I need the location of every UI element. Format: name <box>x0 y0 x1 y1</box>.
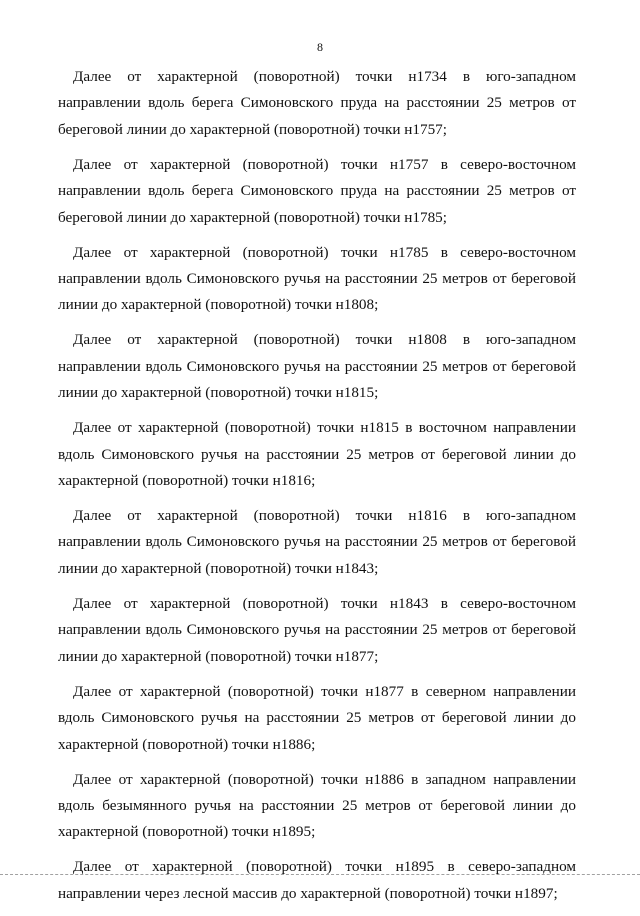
paragraph: Далее от характерной (поворотной) точки н1886 в западном направлении вдоль безымянного ручья на расстоянии 25 метров от береговой линии до характерной (поворотной) точки н1895; <box>58 770 576 841</box>
paragraph: Далее от характерной (поворотной) точки н1843 в северо-восточном направлении вдоль Симоновского ручья на расстоянии 25 метров от береговой линии до характерной (поворотной) точки н1877; <box>58 594 576 665</box>
scan-edge-line <box>0 874 640 875</box>
paragraph: Далее от характерной (поворотной) точки н1734 в юго-западном направлении вдоль берега Симоновского пруда на расстоянии 25 метров от береговой линии до характерной (поворотной) точки н1757; <box>58 68 576 138</box>
paragraph: Далее от характерной (поворотной) точки н1816 в юго-западном направлении вдоль Симоновского ручья на расстоянии 25 метров от береговой линии до характерной (поворотной) точки н1843; <box>58 507 576 577</box>
document-body <box>58 64 576 916</box>
paragraph: Далее от характерной (поворотной) точки н1785 в северо-восточном направлении вдоль Симоновского ручья на расстоянии 25 метров от береговой линии до характерной (поворотной) точки н1808; <box>58 243 576 314</box>
paragraph: Далее от характерной (поворотной) точки н1815 в восточном направлении вдоль Симоновского ручья на расстоянии 25 метров от береговой линии до характерной (поворотной) точки н1816; <box>58 419 576 490</box>
paragraph: Далее от характерной (поворотной) точки н1808 в юго-западном направлении вдоль Симоновского ручья на расстоянии 25 метров от береговой линии до характерной (поворотной) точки н1815; <box>58 331 576 402</box>
paragraph: Далее от характерной (поворотной) точки н1895 в северо-западном направлении через лесной массив до характерной (поворотной) точки н1897; <box>58 858 576 902</box>
paragraph: Далее от характерной (поворотной) точки н1877 в северном направлении вдоль Симоновского ручья на расстоянии 25 метров от береговой линии до характерной (поворотной) точки н1886; <box>58 682 576 753</box>
paragraph: Далее от характерной (поворотной) точки н1757 в северо-восточном направлении вдоль берега Симоновского пруда на расстоянии 25 метров от береговой линии до характерной (поворотной) точки н1785; <box>58 155 576 226</box>
page-number: 8 <box>317 40 323 54</box>
